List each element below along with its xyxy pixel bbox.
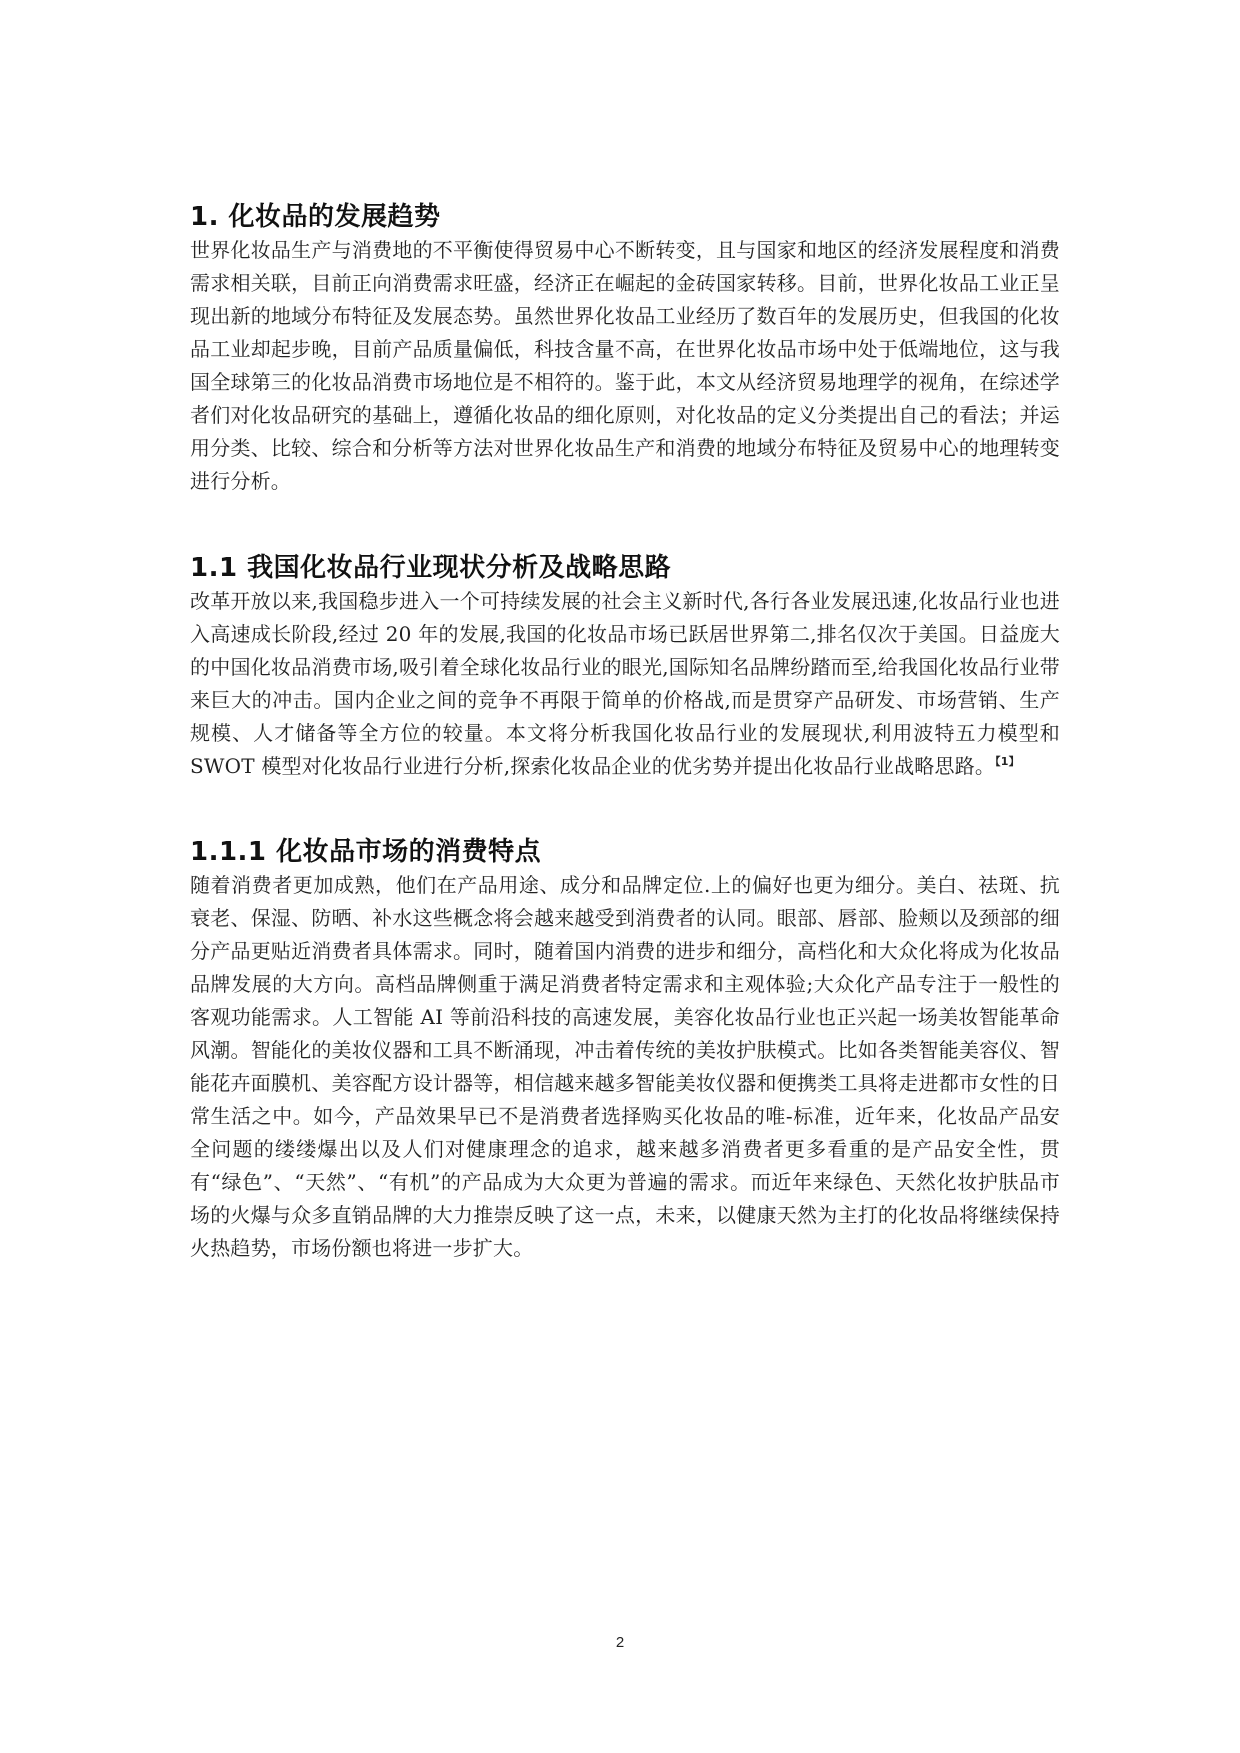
section-1-1-paragraph [190,585,1060,783]
section-1-1-1-paragraph: 随着消费者更加成熟，他们在产品用途、成分和品牌定位.上的偏好也更为细分。美白、祛斑、抗衰老、保湿、防晒、补水这些概念将会越来越受到消费者的认同。眼部、唇部、脸颊以及颈部的细分产品更贴近消费者具体需求。同时，随着国内消费的进步和细分，高档化和大众化将成为化妆品品牌发展的大方向。高档品牌侧重于满足消费者特定需求和主观体验;大众化产品专注于一般性的客观功能需求。人工智能 AI 等前沿科技的高速发展，美容化妆品行业也正兴起一场美妆智能革命风潮。智能化的美妆仪器和工具不断涌现，冲击着传统的美妆护肤模式。比如各类智能美容仪、智能花卉面膜机、美容配方设计器等，相信越来越多智能美妆仪器和便携类工具将走进都市女性的日常生活之中。如今，产品效果早已不是消费者选择购买化妆品的唯-标准，近年来，化妆品产品安全问题的缕缕爆出以及人们对健康理念的追求，越来越多消费者更多看重的是产品安全性，贯有“绿色”、“天然”、“有机”的产品成为大众更为普遍的需求。而近年来绿色、天然化妆护肤品市场的火爆与众多直销品牌的大力推崇反映了这一点，未来，以健康天然为主打的化妆品将继续保持火热趋势，市场份额也将进一步扩大。 [190,873,1060,1260]
section-1-heading: 1. 化妆品的发展趋势 [190,202,441,232]
section-1-paragraph: 世界化妆品生产与消费地的不平衡使得贸易中心不断转变，且与国家和地区的经济发展程度和消费需求相关联，目前正向消费需求旺盛，经济正在崛起的金砖国家转移。目前，世界化妆品工业正呈现出新的地域分布特征及发展态势。虽然世界化妆品工业经历了数百年的发展历史，但我国的化妆品工业却起步晚，目前产品质量偏低，科技含量不高，在世界化妆品市场中处于低端地位，这与我国全球第三的化妆品消费市场地位是不相符的。鉴于此，本文从经济贸易地理学的视角，在综述学者们对化妆品研究的基础上，遵循化妆品的细化原则，对化妆品的定义分类提出自己的看法；并运用分类、比较、综合和分析等方法对世界化妆品生产和消费的地域分布特征及贸易中心的地理转变进行分析。 [190,238,1060,493]
section-1-1-1-heading: 1.1.1 化妆品市场的消费特点 [190,837,542,867]
document-body [190,200,1060,1265]
section-1-1-heading: 1.1 我国化妆品行业现状分析及战略思路 [190,553,672,583]
section-1-1-paragraph-text: 改革开放以来,我国稳步进入一个可持续发展的社会主义新时代,各行各业发展迅速,化妆品行业也进入高速成长阶段,经过 20 年的发展,我国的化妆品市场已跃居世界第二,排名仅次于美国。日益庞大的中国化妆品消费市场,吸引着全球化妆品行业的眼光,国际知名品牌纷踏而至,给我国化妆品行业带来巨大的冲击。国内企业之间的竞争不再限于简单的价格战,而是贯穿产品研发、市场营销、生产规模、人才储备等全方位的较量。本文将分析我国化妆品行业的发展现状,利用波特五力模型和 SWOT 模型对化妆品行业进行分析,探索化妆品企业的优劣势并提出化妆品行业战略思路。 [190,589,1060,778]
page-number: 2 [615,1634,625,1651]
citation-marker[interactable]: 【1】 [995,755,1020,768]
